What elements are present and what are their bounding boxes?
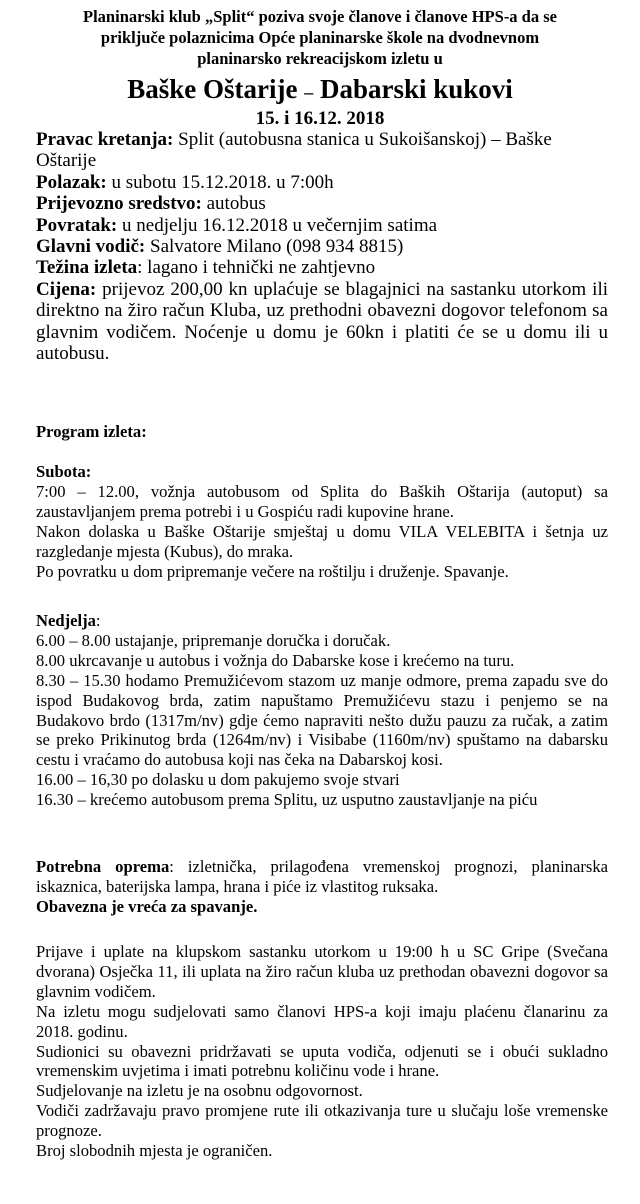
notes-section xyxy=(36,942,608,1161)
price-label: Cijena: xyxy=(36,278,97,300)
sunday-heading-row xyxy=(36,611,608,631)
saturday-item: Nakon dolaska u Baške Oštarije smještaj u domu VILA VELEBITA i šetnja uz razgledanje mjesta (Kubus), do mraka. xyxy=(36,521,608,561)
route-label: Pravac kretanja: xyxy=(36,129,174,150)
guide-label: Glavni vodič: xyxy=(36,236,146,258)
departure-value: u subotu 15.12.2018. u 7:00h xyxy=(106,171,334,193)
return-row xyxy=(36,215,608,236)
departure-row xyxy=(36,172,608,193)
sleeping-bag-note: Obavezna je vreća za spavanje. xyxy=(36,896,258,916)
price-value: prijevoz 200,00 kn uplaćuje se blagajnici na sastanku utorkom ili direktno na žiro račun Kluba, uz prethodni obavezni dogovor telefonom sa glavnim vodičem. Noćenje u domu je 60kn i platiti će se u domu ili u autobusu. xyxy=(36,278,608,365)
equipment-label: Potrebna oprema xyxy=(36,857,170,876)
saturday-heading: Subota: xyxy=(36,462,92,481)
equipment-row xyxy=(36,857,608,897)
guide-value: Salvatore Milano (098 934 8815) xyxy=(145,236,404,258)
note-item: Na izletu mogu sudjelovati samo članovi HPS-a koji imaju plaćenu članarinu za 2018. godinu. xyxy=(36,1001,608,1041)
invitation-intro xyxy=(40,6,600,69)
note-item: Vodiči zadržavaju pravo promjene rute ili otkazivanja ture u slučaju loše vremenske prognoze. xyxy=(36,1101,608,1141)
departure-label: Polazak: xyxy=(36,171,107,193)
trip-title xyxy=(20,72,620,109)
transport-row xyxy=(36,193,608,214)
difficulty-label: Težina izleta xyxy=(36,257,138,279)
sunday-item: 8.00 ukrcavanje u autobus i vožnja do Dabarske kose i krećemo na turu. xyxy=(36,650,515,670)
trip-date: 15. i 16.12. 2018 xyxy=(255,108,385,129)
note-item: Sudionici su obavezni pridržavati se uputa vodiča, odjenuti se i obući sukladno vremenskim uvjetima i imati potrebnu količinu vode i hrane. xyxy=(36,1041,608,1081)
program-heading: Program izleta: xyxy=(36,422,147,441)
sunday-heading-colon: : xyxy=(95,611,101,630)
guide-row xyxy=(36,236,608,257)
equipment-section xyxy=(36,857,608,917)
saturday-item: Po povratku u dom pripremanje večere na roštilju i druženje. Spavanje. xyxy=(36,561,509,581)
intro-line: priključe polaznicima Opće planinarske škole na dvodnevnom xyxy=(100,28,540,47)
saturday-section xyxy=(36,462,608,581)
title-part-two: Dabarski kukovi xyxy=(319,74,513,104)
title-part-one: Baške Oštarije xyxy=(127,74,298,104)
intro-line: planinarsko rekreacijskom izletu u xyxy=(197,49,443,68)
price-row xyxy=(36,279,608,365)
sunday-item: 16.00 – 16,30 po dolasku u dom pakujemo svoje stvari xyxy=(36,770,400,790)
return-value: u nedjelju 16.12.2018 u večernjim satima xyxy=(117,214,438,236)
program-heading-block xyxy=(36,422,608,442)
difficulty-row xyxy=(36,257,608,278)
sunday-item: 8.30 – 15.30 hodamo Premužićevom stazom uz manje odmore, prema zapadu sve do ispod Budakovog brda, zatim napuštamo Premužićevu stazu i penjemo se na Budakovo brdo (1317m/nv) gdje ćemo napraviti nešto dužu pauzu za ručak, a zatim se preko Prikinutog brda (1264m/nv) i Visibabe (1160m/nv) spuštamo na dabarsku cestu i vraćamo do autobusa koji nas čeka na Dabarskoj kosi. xyxy=(36,670,608,770)
transport-value: autobus xyxy=(201,193,266,215)
sunday-heading: Nedjelja xyxy=(36,611,96,630)
note-item: Broj slobodnih mjesta je ograničen. xyxy=(36,1141,273,1161)
intro-line: Planinarski klub „Split“ poziva svoje članove i članove HPS-a da se xyxy=(83,7,557,26)
equipment-value: : izletnička, prilagođena vremenskoj prognozi, planinarska iskaznica, baterijska lampa, hrana i piće iz vlastitog ruksaka. xyxy=(36,857,608,896)
route-row xyxy=(36,129,608,172)
return-label: Povratak: xyxy=(36,214,118,236)
sunday-item: 6.00 – 8.00 ustajanje, pripremanje doručka i doručak. xyxy=(36,630,391,650)
title-dash: – xyxy=(304,81,314,102)
note-item: Sudjelovanje na izletu je na osobnu odgovornost. xyxy=(36,1081,363,1101)
note-item: Prijave i uplate na klupskom sastanku utorkom u 19:00 h u SC Gripe (Svečana dvorana) Osječka 11, ili uplata na žiro račun kluba uz prethodan obavezni dogovor sa glavnim vodičem. xyxy=(36,942,608,1001)
sunday-section xyxy=(36,611,608,810)
saturday-item: 7:00 – 12.00, vožnja autobusom od Splita do Baških Oštarija (autoput) sa zaustavljanjem prema potrebi i u Gospiću radi kupovine hrane. xyxy=(36,481,608,521)
trip-details xyxy=(36,129,608,364)
sunday-item: 16.30 – krećemo autobusom prema Splitu, uz usputno zaustavljanje na piću xyxy=(36,790,538,810)
transport-label: Prijevozno sredstvo: xyxy=(36,193,202,215)
difficulty-value: : lagano i tehnički ne zahtjevno xyxy=(137,257,376,279)
route-value: Split (autobusna stanica u Sukoišanskoj) – Baške Oštarije xyxy=(36,129,552,172)
